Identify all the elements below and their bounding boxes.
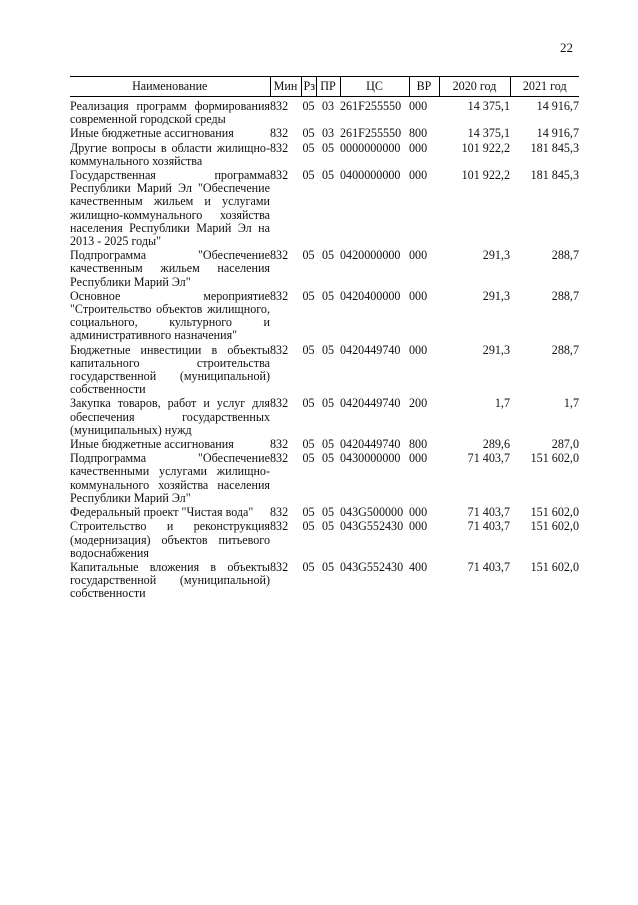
- header-cs: ЦС: [340, 77, 409, 97]
- cell-pr: 05: [321, 451, 335, 466]
- cell-cs: 0420449740: [340, 396, 401, 411]
- cell-cs: 0400000000: [340, 168, 401, 183]
- cell-cs: 0000000000: [340, 140, 401, 155]
- cell-rz: 05: [302, 140, 315, 155]
- cell-rz: 05: [302, 342, 315, 357]
- cell-pr: 05: [321, 437, 335, 452]
- cell-2020: 71 403,7: [467, 519, 510, 534]
- table-row: [70, 290, 579, 344]
- table-row: [70, 97, 579, 128]
- cell-cs: 0420449740: [340, 342, 401, 357]
- header-rz: Рз: [301, 77, 316, 97]
- cell-rz: 05: [302, 99, 315, 113]
- header-2020: 2020 год: [439, 77, 510, 97]
- cell-rz: 05: [302, 559, 315, 574]
- cell-min: 832: [270, 396, 289, 411]
- cell-2021: 288,7: [551, 288, 579, 303]
- table-row: [70, 561, 579, 602]
- cell-pr: 05: [321, 342, 335, 357]
- cell-name: Реализация программ формирования современной городской среды: [70, 99, 270, 127]
- cell-min: 832: [270, 288, 289, 303]
- cell-pr: 05: [321, 288, 335, 303]
- cell-pr: 05: [321, 396, 335, 411]
- cell-2020: 291,3: [482, 342, 510, 357]
- cell-rz: 05: [302, 505, 315, 520]
- cell-2020: 101 922,2: [461, 140, 510, 155]
- cell-2020: 71 403,7: [467, 559, 510, 574]
- cell-2020: 71 403,7: [467, 451, 510, 466]
- cell-min: 832: [270, 519, 289, 534]
- budget-table: [70, 76, 579, 602]
- cell-name: Иные бюджетные ассигнования: [70, 126, 234, 141]
- table-row: [70, 142, 579, 169]
- cell-2021: 181 845,3: [530, 168, 579, 183]
- cell-cs: 043G500000: [340, 505, 404, 520]
- cell-rz: 05: [302, 168, 315, 183]
- cell-name: Строительство и реконструкция (модернизация) объектов питьевого водоснабжения: [70, 519, 270, 560]
- cell-cs: 043G552430: [340, 559, 404, 574]
- cell-vr: 000: [409, 519, 428, 534]
- cell-pr: 05: [321, 505, 335, 520]
- cell-rz: 05: [302, 126, 315, 141]
- cell-name: Федеральный проект "Чистая вода": [70, 505, 254, 520]
- cell-2020: 14 375,1: [467, 99, 510, 113]
- cell-cs: 0420400000: [340, 288, 401, 303]
- cell-2021: 288,7: [551, 248, 579, 263]
- cell-pr: 05: [321, 140, 335, 155]
- cell-vr: 000: [409, 248, 428, 263]
- cell-cs: 0420449740: [340, 437, 401, 452]
- cell-pr: 03: [321, 126, 335, 141]
- cell-vr: 000: [409, 505, 428, 520]
- cell-rz: 05: [302, 248, 315, 263]
- cell-rz: 05: [302, 437, 315, 452]
- header-2021: 2021 год: [510, 77, 579, 97]
- cell-vr: 000: [409, 451, 428, 466]
- cell-min: 832: [270, 559, 289, 574]
- page-number: 22: [560, 40, 573, 55]
- cell-min: 832: [270, 99, 289, 113]
- cell-cs: 0420000000: [340, 248, 401, 263]
- table-row: [70, 344, 579, 398]
- cell-vr: 800: [409, 437, 428, 452]
- cell-vr: 000: [409, 99, 428, 113]
- table-header-row: [70, 77, 579, 97]
- cell-2021: 151 602,0: [530, 519, 579, 534]
- cell-name: Иные бюджетные ассигнования: [70, 437, 234, 452]
- cell-vr: 000: [409, 288, 428, 303]
- table-row: [70, 249, 579, 290]
- header-vr: ВР: [409, 77, 439, 97]
- cell-pr: 05: [321, 519, 335, 534]
- cell-rz: 05: [302, 451, 315, 466]
- cell-2020: 289,6: [482, 437, 510, 452]
- cell-2020: 1,7: [494, 396, 510, 411]
- cell-min: 832: [270, 505, 289, 520]
- cell-2021: 181 845,3: [530, 140, 579, 155]
- cell-2021: 151 602,0: [530, 451, 579, 466]
- cell-name: Капитальные вложения в объекты государственной (муниципальной) собственности: [70, 559, 270, 601]
- cell-2021: 287,0: [551, 437, 579, 452]
- cell-2021: 1,7: [563, 396, 579, 411]
- cell-name: Другие вопросы в области жилищно-коммунального хозяйства: [70, 140, 270, 168]
- cell-name: Основное мероприятие "Строительство объектов жилищного, социального, культурного и административного назначения": [70, 288, 270, 343]
- cell-name: Подпрограмма "Обеспечение качественным жильем населения Республики Марий Эл": [70, 248, 270, 289]
- cell-2020: 14 375,1: [467, 126, 510, 141]
- cell-min: 832: [270, 140, 289, 155]
- cell-2021: 288,7: [551, 342, 579, 357]
- cell-min: 832: [270, 126, 289, 141]
- table-row: [70, 169, 579, 249]
- cell-name: Подпрограмма "Обеспечение качественными услугами жилищно-коммунального хозяйства населения Республики Марий Эл": [70, 451, 270, 505]
- table-row: [70, 452, 579, 506]
- table-row: [70, 397, 579, 438]
- cell-min: 832: [270, 437, 289, 452]
- cell-vr: 000: [409, 140, 428, 155]
- cell-vr: 800: [409, 126, 428, 141]
- cell-vr: 000: [409, 342, 428, 357]
- cell-2020: 101 922,2: [461, 168, 510, 183]
- table-row: [70, 520, 579, 561]
- cell-vr: 000: [409, 168, 428, 183]
- cell-rz: 05: [302, 288, 315, 303]
- cell-name: Бюджетные инвестиции в объекты капитального строительства государственной (муниципальной) собственности: [70, 342, 270, 397]
- cell-2020: 291,3: [482, 248, 510, 263]
- cell-name: Государственная программа Республики Марий Эл "Обеспечение качественным жильем и услугами жилищно-коммунального хозяйства населения Республики Марий Эл на 2013 - 2025 годы": [70, 168, 270, 249]
- cell-2020: 71 403,7: [467, 505, 510, 520]
- header-pr: ПР: [316, 77, 340, 97]
- table-row: [70, 506, 579, 520]
- table-row: [70, 127, 579, 141]
- cell-vr: 400: [409, 559, 428, 574]
- cell-2021: 14 916,7: [536, 99, 579, 113]
- cell-min: 832: [270, 248, 289, 263]
- cell-min: 832: [270, 342, 289, 357]
- cell-name: Закупка товаров, работ и услуг для обеспечения государственных (муниципальных) нужд: [70, 396, 270, 437]
- cell-cs: 261F255550: [340, 126, 402, 141]
- cell-rz: 05: [302, 396, 315, 411]
- cell-2020: 291,3: [482, 288, 510, 303]
- header-name: Наименование: [70, 77, 270, 97]
- cell-vr: 200: [409, 396, 428, 411]
- cell-min: 832: [270, 451, 289, 466]
- cell-2021: 151 602,0: [530, 559, 579, 574]
- cell-cs: 043G552430: [340, 519, 404, 534]
- table-row: [70, 438, 579, 452]
- cell-pr: 05: [321, 248, 335, 263]
- header-min: Мин: [270, 77, 301, 97]
- cell-rz: 05: [302, 519, 315, 534]
- cell-2021: 151 602,0: [530, 505, 579, 520]
- cell-cs: 0430000000: [340, 451, 401, 466]
- cell-cs: 261F255550: [340, 99, 402, 113]
- cell-pr: 03: [321, 99, 335, 113]
- cell-min: 832: [270, 168, 289, 183]
- cell-pr: 05: [321, 559, 335, 574]
- cell-pr: 05: [321, 168, 335, 183]
- cell-2021: 14 916,7: [536, 126, 579, 141]
